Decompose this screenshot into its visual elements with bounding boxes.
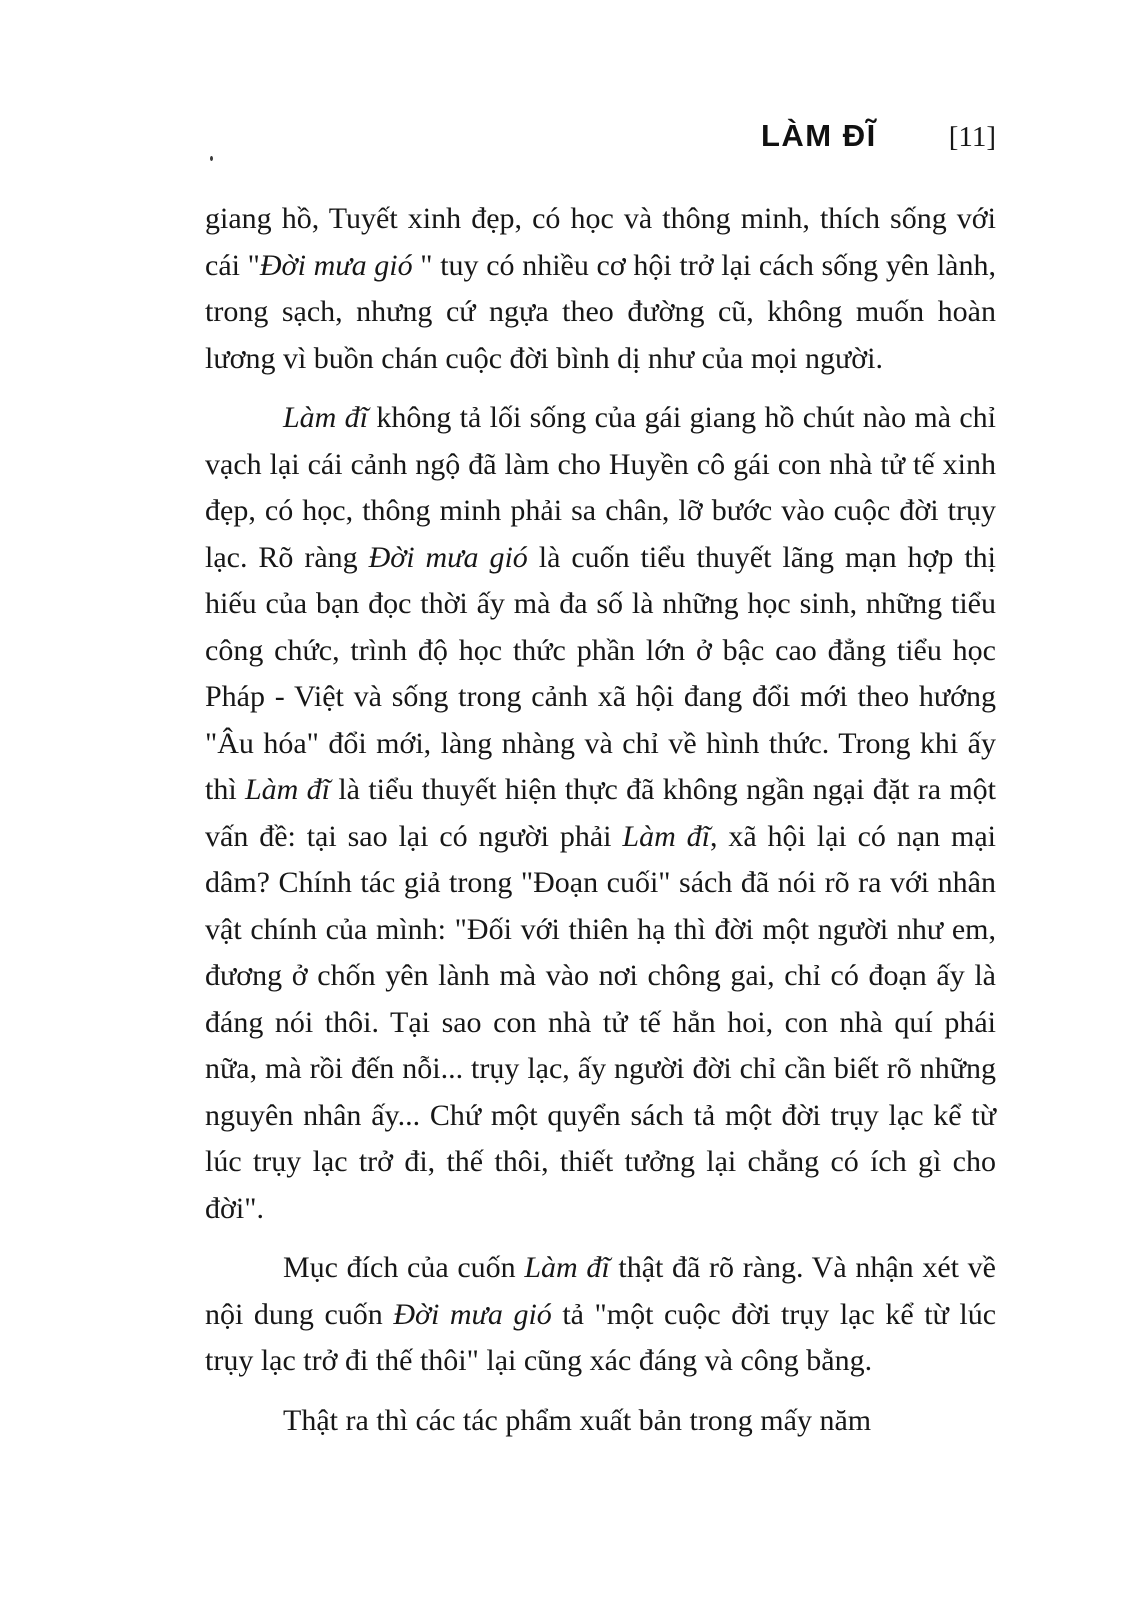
text-run: Mục đích của cuốn [283,1251,525,1284]
text-run: Làm đĩ [622,819,710,853]
text-run: giang hồ, Tuyết xinh đẹp, có học và thông minh, thích sống với cái " [205,202,996,282]
ink-speck [210,156,213,161]
text-run: Đời mưa gió [259,248,421,282]
text-run: là cuốn tiểu thuyết lãng mạn hợp thị hiếu của bạn đọc thời ấy mà đa số là những học sinh, những tiểu công chức, trình độ học thức phần lớn ở bậc cao đẳng tiểu học Pháp - Việt và sống trong cảnh xã hội đang đổi mới theo hướng "Âu hóa" đổi mới, làng nhàng và chỉ về hình thức. Trong khi ấy thì [205,540,997,806]
text-run: , xã hội lại có nạn mại dâm? Chính tác giả trong "Đoạn cuối" sách đã nói rõ ra với nhân vật chính của mình: "Đối với thiên hạ thì đời một người như em, đương ở chốn yên lành mà vào nơi chông gai, chỉ có đoạn ấy là đáng nói thôi. Tại sao con nhà tử tế hẳn hoi, con nhà quí phái nữa, mà rồi đến nỗi... trụy lạc, ấy người đời chỉ cần biết rõ những nguyên nhân ấy... Chứ một quyển sách tả một đời trụy lạc kể từ lúc trụy lạc trở đi, thế thôi, thiết tưởng lại chẳng có ích gì cho đời". [205,819,996,1225]
text-run: Làm đĩ [245,773,331,806]
paragraph [205,196,996,382]
text-run: thật đã rõ ràng. Và nhận xét về nội dung cuốn [205,1251,996,1331]
text-run: Đời mưa gió [393,1297,552,1331]
text-run: không tả lối sống của gái giang hồ chút nào mà chỉ vạch lại cái cảnh ngộ đã làm cho Huyền cô gái con nhà tử tế xinh đẹp, có học, thông minh phải sa chân, lỡ bước vào cuộc đời trụy lạc. Rõ ràng [205,401,997,574]
text-run: tả "một cuộc đời trụy lạc kể từ lúc trụy lạc trở đi thế thôi" lại cũng xác đáng và công bằng. [205,1297,997,1377]
text-run: là tiểu thuyết hiện thực đã không ngần ngại đặt ra một vấn đề: tại sao lại có người phải [205,773,997,853]
text-run: Làm đĩ [283,401,369,434]
paragraph [205,1398,996,1445]
text-run: Làm đĩ [524,1251,610,1284]
page-body [205,196,996,1444]
page-content [205,118,996,1457]
text-run: Đời mưa gió [368,540,528,574]
paragraph [205,1245,996,1385]
text-run: " tuy có nhiều cơ hội trở lại cách sống yên lành, trong sạch, nhưng cứ ngựa theo đường cũ, không muốn hoàn lương vì buồn chán cuộc đời bình dị như của mọi người. [205,248,996,375]
running-header [205,118,996,154]
paragraph [205,395,996,1232]
page-number: [11] [948,121,996,153]
text-run: Thật ra thì các tác phẩm xuất bản trong mấy năm [283,1403,872,1437]
page-header-title: LÀM ĐĨ [760,118,877,153]
